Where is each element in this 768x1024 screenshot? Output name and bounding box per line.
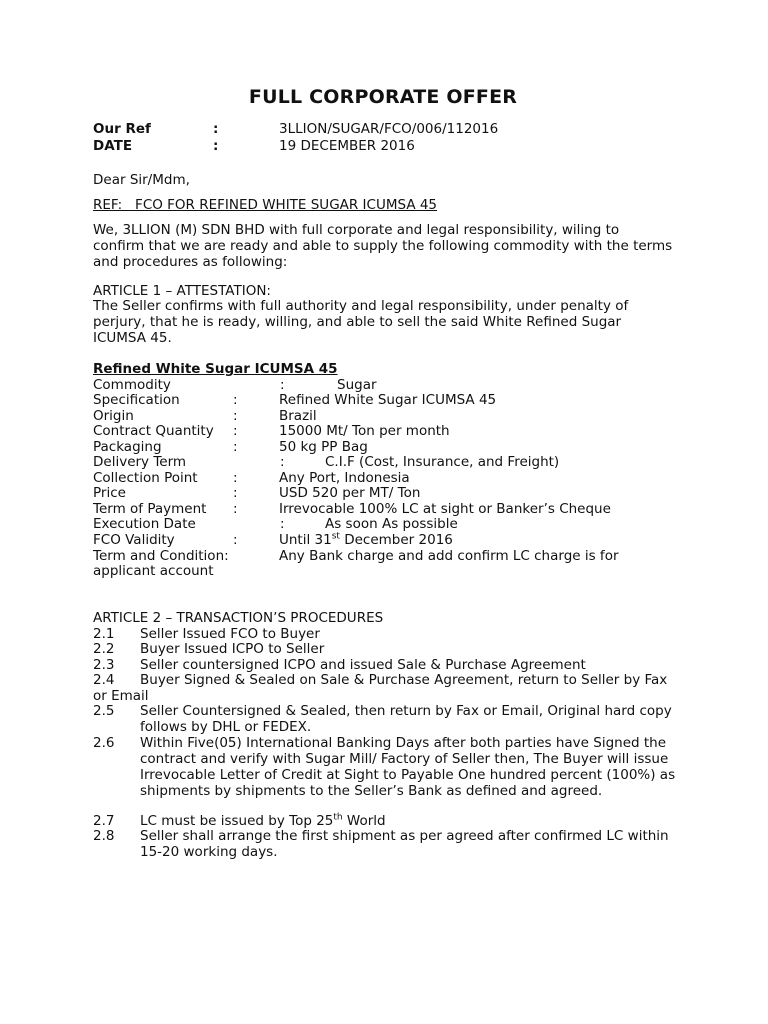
procedure-text: Buyer Issued ICPO to Seller bbox=[140, 641, 325, 657]
ref-label: Our Ref bbox=[93, 121, 151, 137]
spec-value: Any Bank charge and add confirm LC charge is for bbox=[279, 548, 619, 564]
spec-value: C.I.F (Cost, Insurance, and Freight) bbox=[325, 454, 560, 470]
procedure-text: LC must be issued by Top 25th World bbox=[140, 812, 386, 829]
procedure-number: 2.7 bbox=[93, 813, 115, 829]
spec-value: 15000 Mt/ Ton per month bbox=[279, 423, 450, 439]
spec-colon: : bbox=[233, 423, 238, 439]
spec-heading: Refined White Sugar ICUMSA 45 bbox=[93, 361, 338, 377]
spec-label: Price bbox=[93, 485, 126, 501]
spec-colon: : bbox=[280, 454, 285, 470]
spec-value-continuation: applicant account bbox=[93, 563, 214, 579]
spec-label: Term and Condition: bbox=[93, 548, 229, 564]
spec-colon: : bbox=[233, 439, 238, 455]
spec-value: Sugar bbox=[337, 377, 377, 393]
procedure-text: Seller Issued FCO to Buyer bbox=[140, 626, 320, 642]
date-label: DATE bbox=[93, 138, 133, 154]
spec-colon: : bbox=[233, 392, 238, 408]
spec-colon: : bbox=[280, 377, 285, 393]
ref-value: 3LLION/SUGAR/FCO/006/112016 bbox=[279, 121, 499, 137]
procedure-text: Seller countersigned ICPO and issued Sale & Purchase Agreement bbox=[140, 657, 586, 673]
spec-label: Origin bbox=[93, 408, 134, 424]
spec-label: Contract Quantity bbox=[93, 423, 214, 439]
spec-value: As soon As possible bbox=[325, 516, 458, 532]
spec-value: USD 520 per MT/ Ton bbox=[279, 485, 421, 501]
intro-paragraph: We, 3LLION (M) SDN BHD with full corporate and legal responsibility, wiling to confirm that we are ready and able to supply the following commodity with the terms and procedures as following: bbox=[93, 222, 673, 270]
spec-label: Packaging bbox=[93, 439, 162, 455]
spec-label: FCO Validity bbox=[93, 532, 175, 548]
spec-value: 50 kg PP Bag bbox=[279, 439, 368, 455]
procedure-number: 2.1 bbox=[93, 626, 115, 642]
article2-heading: ARTICLE 2 – TRANSACTION’S PROCEDURES bbox=[93, 610, 384, 626]
article1-text: The Seller confirms with full authority and legal responsibility, under penalty of perjury, that he is ready, willing, and able to sell the said White Refined Sugar ICUMSA 45. bbox=[93, 298, 629, 346]
procedure-number: 2.8 bbox=[93, 828, 115, 844]
procedure-number: 2.3 bbox=[93, 657, 115, 673]
spec-colon: : bbox=[233, 470, 238, 486]
spec-colon: : bbox=[233, 501, 238, 517]
procedure-text: Buyer Signed & Sealed on Sale & Purchase Agreement, return to Seller by Fax or Email bbox=[93, 672, 668, 704]
spec-label: Term of Payment bbox=[93, 501, 207, 517]
spec-colon: : bbox=[233, 485, 238, 501]
spec-label: Collection Point bbox=[93, 470, 198, 486]
ref-colon: : bbox=[213, 121, 219, 137]
procedure-number: 2.4 bbox=[93, 672, 115, 688]
spec-colon: : bbox=[280, 516, 285, 532]
spec-label: Execution Date bbox=[93, 516, 196, 532]
spec-value: Any Port, Indonesia bbox=[279, 470, 410, 486]
spec-colon: : bbox=[233, 408, 238, 424]
date-colon: : bbox=[213, 138, 219, 154]
spec-label: Commodity bbox=[93, 377, 171, 393]
procedure-number: 2.2 bbox=[93, 641, 115, 657]
procedure-number: 2.6 bbox=[93, 735, 115, 751]
date-value: 19 DECEMBER 2016 bbox=[279, 138, 415, 154]
spec-value: Irrevocable 100% LC at sight or Banker’s Cheque bbox=[279, 501, 611, 517]
ref-subject-line: REF: FCO FOR REFINED WHITE SUGAR ICUMSA 45 bbox=[93, 197, 438, 213]
procedure-text: Seller Countersigned & Sealed, then return by Fax or Email, Original hard copy follows by DHL or FEDEX. bbox=[140, 703, 672, 735]
document-title: FULL CORPORATE OFFER bbox=[248, 86, 518, 108]
procedure-number: 2.5 bbox=[93, 703, 115, 719]
spec-colon: : bbox=[233, 532, 238, 548]
spec-value: Refined White Sugar ICUMSA 45 bbox=[279, 392, 497, 408]
salutation: Dear Sir/Mdm, bbox=[93, 172, 190, 188]
article1-heading: ARTICLE 1 – ATTESTATION: bbox=[93, 283, 271, 299]
spec-value: Brazil bbox=[279, 408, 317, 424]
spec-label: Specification bbox=[93, 392, 180, 408]
procedure-text: Within Five(05) International Banking Days after both parties have Signed the contract and verify with Sugar Mill/ Factory of Seller then, The Buyer will issue Irrevocable Letter of Credit at Sight to Payable One hundred percent (100%) as shipments by shipments to the Seller’s Bank as defined and agreed. bbox=[140, 735, 676, 799]
spec-value: Until 31st December 2016 bbox=[279, 531, 453, 548]
procedure-text: Seller shall arrange the first shipment as per agreed after confirmed LC within 15-20 working days. bbox=[140, 828, 669, 860]
spec-label: Delivery Term bbox=[93, 454, 187, 470]
